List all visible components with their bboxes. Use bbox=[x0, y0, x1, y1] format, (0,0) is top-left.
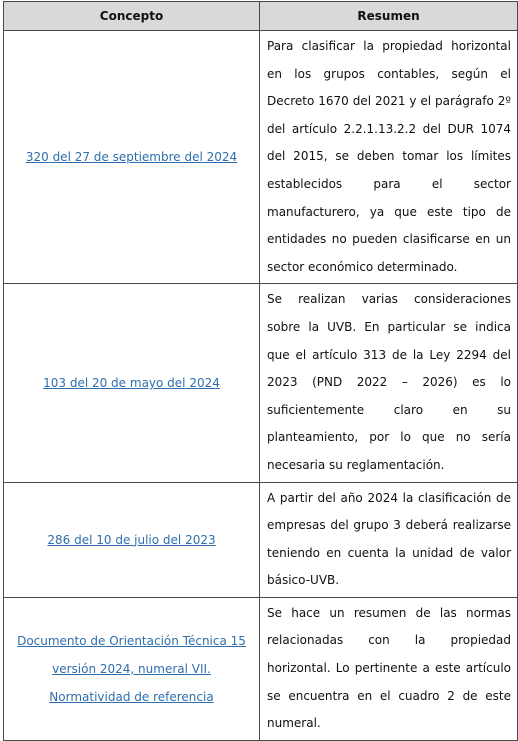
summary-cell: Se hace un resumen de las normas relacionadas con la propiedad horizontal. Lo pertinente a este artículo se encuentra en el cuadro 2 de este numeral. bbox=[260, 597, 518, 740]
table-row bbox=[4, 482, 518, 597]
summary-cell: Se realizan varias consideraciones sobre la UVB. En particular se indica que el artículo 313 de la Ley 2294 del 2023 (PND 2022 – 2026) es lo suficientemente claro en su planteamiento, por lo que no sería necesaria su reglamentación. bbox=[260, 284, 518, 482]
concept-cell bbox=[4, 482, 260, 597]
summary-cell: A partir del año 2024 la clasificación de empresas del grupo 3 deberá realizarse teniendo en cuenta la unidad de valor básico-UVB. bbox=[260, 482, 518, 597]
conceptos-table bbox=[3, 1, 518, 741]
header-resumen: Resumen bbox=[260, 2, 518, 31]
table-row bbox=[4, 597, 518, 740]
concept-link[interactable]: Documento de Orientación Técnica 15 versión 2024, numeral VII. Normatividad de referencia bbox=[17, 633, 246, 704]
concept-cell bbox=[4, 31, 260, 284]
header-row bbox=[4, 2, 518, 31]
concept-link[interactable]: 320 del 27 de septiembre del 2024 bbox=[25, 150, 238, 165]
table-row bbox=[4, 31, 518, 284]
summary-cell: Para clasificar la propiedad horizontal en los grupos contables, según el Decreto 1670 del 2021 y el parágrafo 2º del artículo 2.2.1.13.2.2 del DUR 1074 del 2015, se deben tomar los límites establecidos para el sector manufacturero, ya que este tipo de entidades no pueden clasificarse en un sector económico determinado. bbox=[260, 31, 518, 284]
concept-cell bbox=[4, 284, 260, 482]
concept-link[interactable]: 103 del 20 de mayo del 2024 bbox=[43, 375, 220, 390]
concept-cell bbox=[4, 597, 260, 740]
concept-link[interactable]: 286 del 10 de julio del 2023 bbox=[47, 532, 216, 547]
header-concepto: Concepto bbox=[4, 2, 260, 31]
table-row bbox=[4, 284, 518, 482]
